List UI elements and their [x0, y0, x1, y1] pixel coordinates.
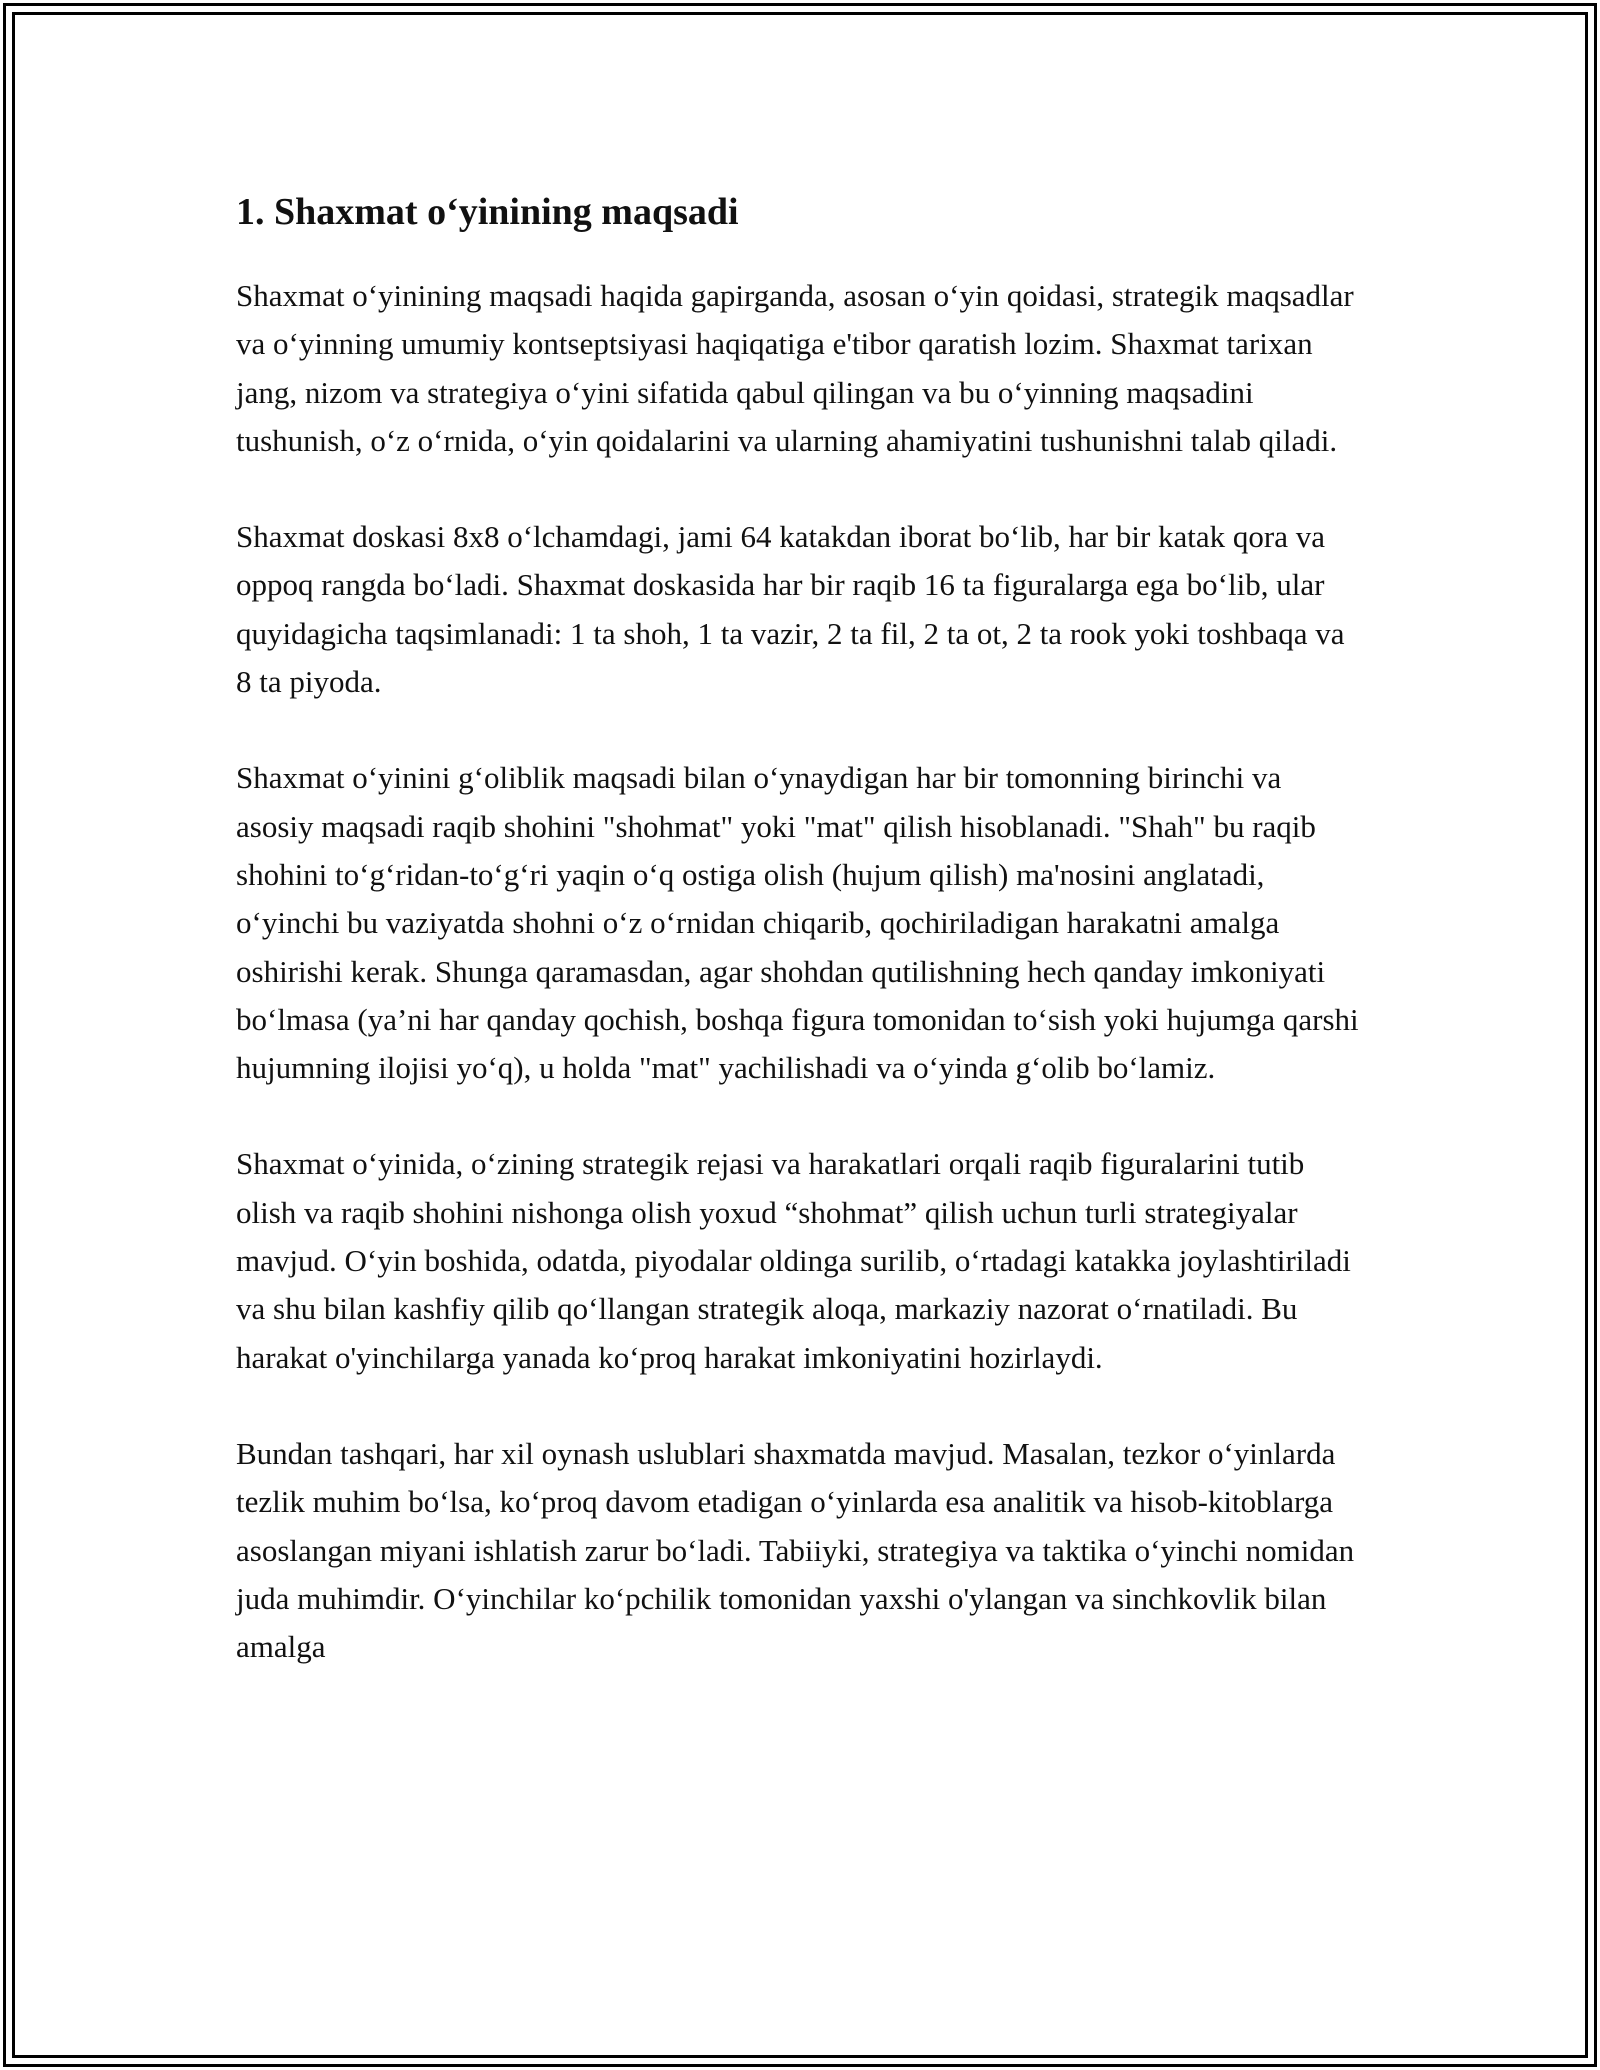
paragraph-5: Bundan tashqari, har xil oynash uslublari shaxmatda mavjud. Masalan, tezkor o‘yinlarda tezlik muhim bo‘lsa, ko‘proq davom etadigan o‘yinlarda esa analitik va hisob-kitoblarga asoslangan miyani ishlatish zarur bo‘ladi. Tabiiyki, strategiya va taktika o‘yinchi nomidan juda muhimdir. O‘yinchilar ko‘pchilik tomonidan yaxshi o'ylangan va sinchkovlik bilan amalga	[236, 1435, 1355, 1665]
paragraph-2: Shaxmat doskasi 8x8 o‘lchamdagi, jami 64 katakdan iborat bo‘lib, har bir katak qora va oppoq rangda bo‘ladi. Shaxmat doskasida har bir raqib 16 ta figuralarga ega bo‘lib, ular quyidagicha taqsimlanadi: 1 ta shoh, 1 ta vazir, 2 ta fil, 2 ta ot, 2 ta rook yoki toshbaqa va 8 ta piyoda.	[236, 519, 1345, 700]
paragraph-3: Shaxmat o‘yinini g‘oliblik maqsadi bilan o‘ynaydigan har bir tomonning birinchi va asosiy maqsadi raqib shohini "shohmat" yoki "mat" qilish hisoblanadi. "Shah" bu raqib shohini to‘g‘ridan-to‘g‘ri yaqin o‘q ostiga olish (hujum qilish) ma'nosini anglatadi, o‘yinchi bu vaziyatda shohni o‘z o‘rnidan chiqarib, qochiriladigan harakatni amalga oshirishi kerak. Shunga qaramasdan, agar shohdan qutilishning hech qanday imkoniyati bo‘lmasa (ya’ni har qanday qochish, boshqa figura tomonidan to‘sish yoki hujumga qarshi hujumning ilojisi yo‘q), u holda "mat" yachilishadi va o‘yinda g‘olib bo‘lamiz.	[236, 760, 1359, 1086]
document-body	[236, 186, 1366, 1719]
paragraph-1: Shaxmat o‘yinining maqsadi haqida gapirganda, asosan o‘yin qoidasi, strategik maqsadlar va o‘yinning umumiy kontseptsiyasi haqiqatiga e'tibor qaratish lozim. Shaxmat tarixan jang, nizom va strategiya o‘yini sifatida qabul qilingan va bu o‘yinning maqsadini tushunish, o‘z o‘rnida, o‘yin qoidalarini va ularning ahamiyatini tushunishni talab qiladi.	[236, 278, 1354, 458]
section-title: 1. Shaxmat o‘yinining maqsadi	[236, 191, 739, 233]
paragraph-4: Shaxmat o‘yinida, o‘zining strategik rejasi va harakatlari orqali raqib figuralarini tutib olish va raqib shohini nishonga olish yoxud “shohmat” qilish uchun turli strategiyalar mavjud. O‘yin boshida, odatda, piyodalar oldinga surilib, o‘rtadagi katakka joylashtiriladi va shu bilan kashfiy qilib qo‘llangan strategik aloqa, markaziy nazorat o‘rnatiladi. Bu harakat o'yinchilarga yanada ko‘proq harakat imkoniyatini hozirlaydi.	[236, 1146, 1351, 1375]
